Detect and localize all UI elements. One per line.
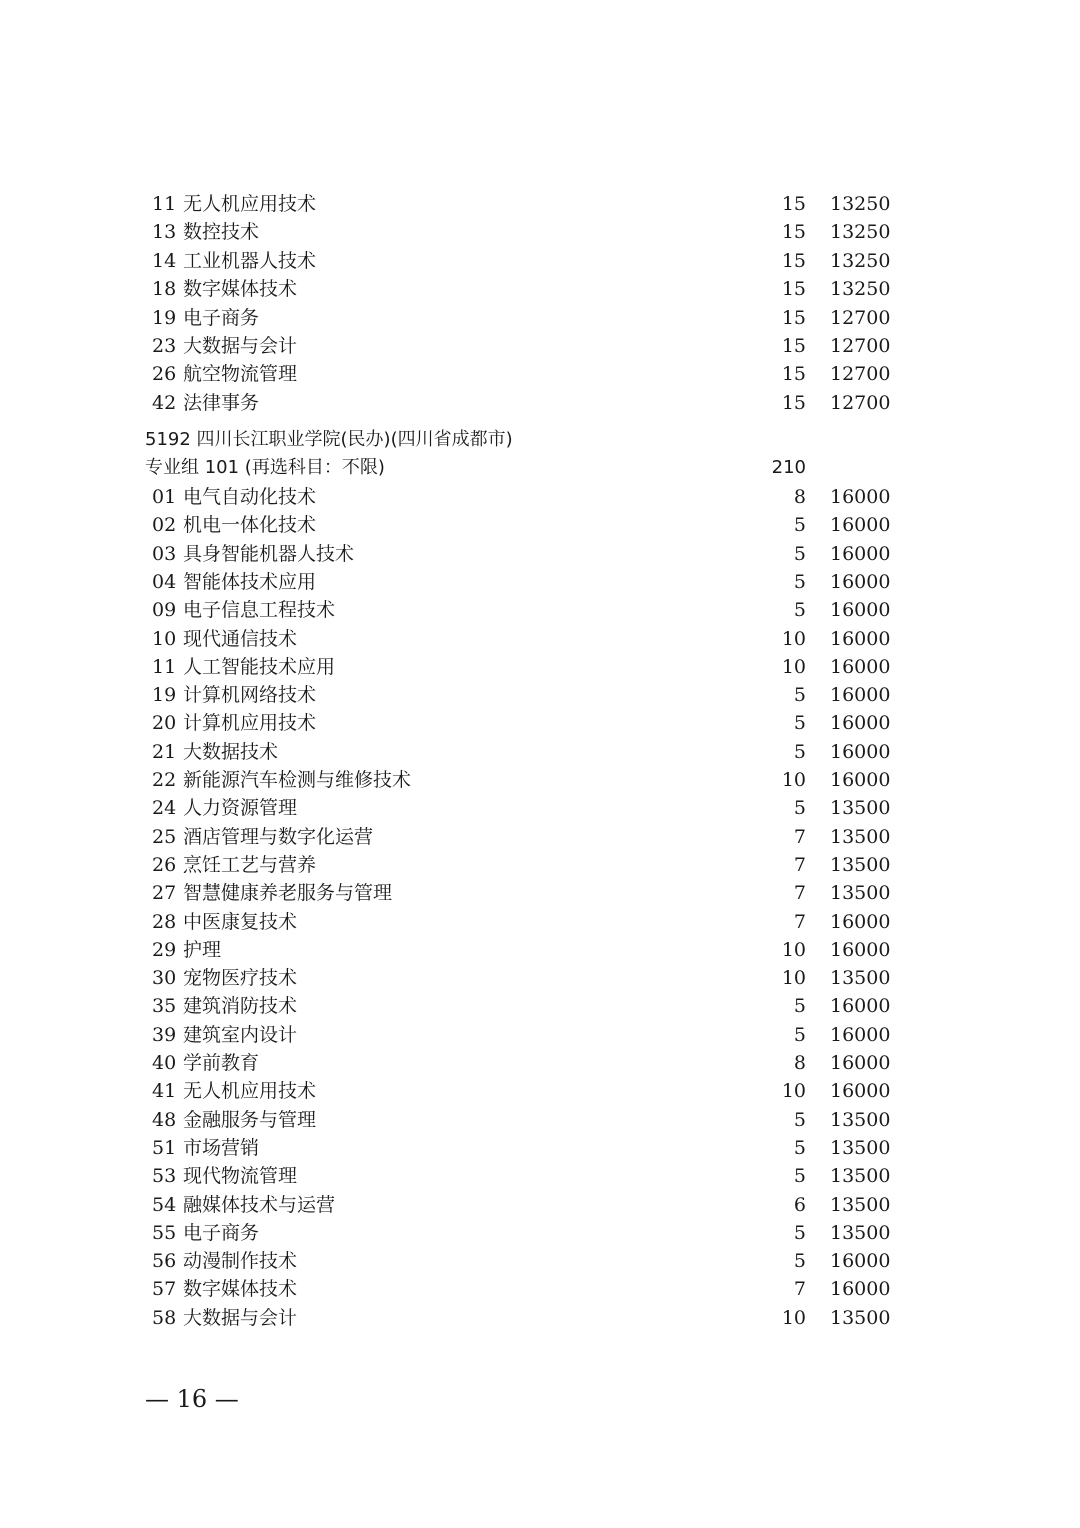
tuition-fee: 12700 — [830, 306, 891, 329]
plan-count: 5 — [793, 1221, 806, 1244]
tuition-fee: 13500 — [830, 797, 891, 820]
plan-count: 7 — [793, 882, 806, 905]
table-row — [0, 1077, 1080, 1105]
tuition-fee: 13500 — [830, 1108, 891, 1131]
plan-count: 5 — [793, 570, 806, 593]
tuition-fee: 16000 — [830, 570, 891, 593]
major-name: 烹饪工艺与营养 — [183, 853, 317, 876]
major-code: 13 — [152, 221, 177, 244]
table-row — [0, 1134, 1080, 1162]
major-name: 人工智能技术应用 — [183, 655, 336, 678]
major-name: 市场营销 — [183, 1136, 260, 1159]
tuition-fee: 13500 — [830, 825, 891, 848]
major-code: 10 — [152, 627, 177, 650]
tuition-fee: 16000 — [830, 1278, 891, 1301]
major-code: 56 — [152, 1250, 177, 1273]
major-name: 机电一体化技术 — [183, 514, 317, 537]
tuition-fee: 16000 — [830, 1250, 891, 1273]
major-name: 酒店管理与数字化运营 — [183, 825, 374, 848]
tuition-fee: 16000 — [830, 514, 891, 537]
table-row — [0, 1304, 1080, 1332]
major-name: 融媒体技术与运营 — [183, 1193, 336, 1216]
tuition-fee: 16000 — [830, 740, 891, 763]
tuition-fee: 16000 — [830, 712, 891, 735]
tuition-fee: 13500 — [830, 1193, 891, 1216]
plan-count: 10 — [781, 1306, 806, 1329]
table-row — [0, 766, 1080, 794]
tuition-fee: 13500 — [830, 967, 891, 990]
major-name: 电子商务 — [183, 306, 260, 329]
major-code: 25 — [152, 825, 177, 848]
tuition-fee: 16000 — [830, 910, 891, 933]
plan-count: 5 — [793, 599, 806, 622]
major-name: 动漫制作技术 — [183, 1250, 298, 1273]
major-name: 金融服务与管理 — [183, 1108, 317, 1131]
tuition-fee: 13250 — [830, 278, 891, 301]
major-code: 54 — [152, 1193, 177, 1216]
major-name: 电子商务 — [183, 1221, 260, 1244]
major-code: 04 — [152, 570, 177, 593]
plan-count: 5 — [793, 542, 806, 565]
table-row — [0, 964, 1080, 992]
table-row — [0, 511, 1080, 539]
plan-count: 7 — [793, 910, 806, 933]
tuition-fee: 16000 — [830, 1080, 891, 1103]
tuition-fee: 12700 — [830, 363, 891, 386]
table-row — [0, 483, 1080, 511]
school-heading: 5192 四川长江职业学院(民办)(四川省成都市) — [145, 429, 513, 450]
major-code: 53 — [152, 1165, 177, 1188]
plan-count: 8 — [793, 486, 806, 508]
plan-count: 10 — [781, 1080, 806, 1103]
major-code: 01 — [152, 486, 177, 508]
major-name: 大数据技术 — [183, 740, 279, 763]
table-row — [0, 738, 1080, 766]
major-code: 20 — [152, 712, 177, 735]
tuition-fee: 13500 — [830, 853, 891, 876]
major-name: 学前教育 — [183, 1052, 260, 1074]
table-row — [0, 360, 1080, 388]
table-row — [0, 1021, 1080, 1049]
major-name: 计算机网络技术 — [183, 684, 317, 707]
major-code: 14 — [152, 249, 177, 272]
table-row — [0, 1191, 1080, 1219]
major-code: 29 — [152, 938, 177, 961]
major-code: 30 — [152, 967, 177, 990]
plan-count: 7 — [793, 1278, 806, 1301]
table-row — [0, 709, 1080, 737]
major-name: 护理 — [183, 938, 222, 961]
plan-count: 15 — [781, 278, 806, 301]
major-name: 数控技术 — [183, 221, 260, 244]
major-name: 数字媒体技术 — [183, 1278, 298, 1301]
major-code: 18 — [152, 278, 177, 301]
plan-count: 15 — [781, 335, 806, 357]
tuition-fee: 13250 — [830, 221, 891, 244]
plan-count: 5 — [793, 684, 806, 707]
plan-count: 10 — [781, 769, 806, 791]
tuition-fee: 13500 — [830, 1165, 891, 1188]
major-code: 55 — [152, 1221, 177, 1244]
major-name: 工业机器人技术 — [183, 249, 317, 272]
tuition-fee: 12700 — [830, 335, 891, 357]
table-row — [0, 332, 1080, 360]
table-row — [0, 275, 1080, 303]
plan-count: 5 — [793, 1136, 806, 1159]
table-row — [0, 681, 1080, 709]
major-name: 无人机应用技术 — [183, 1080, 317, 1103]
table-row — [0, 1162, 1080, 1190]
plan-count: 10 — [781, 938, 806, 961]
tuition-fee: 16000 — [830, 1052, 891, 1074]
group-plan-total: 210 — [771, 457, 806, 478]
table-row — [0, 879, 1080, 907]
tuition-fee: 16000 — [830, 938, 891, 961]
major-name: 法律事务 — [183, 391, 260, 414]
table-row — [0, 568, 1080, 596]
major-name: 大数据与会计 — [183, 1306, 298, 1329]
tuition-fee: 12700 — [830, 391, 891, 414]
plan-count: 15 — [781, 193, 806, 215]
major-name: 具身智能机器人技术 — [183, 542, 355, 565]
major-name: 电子信息工程技术 — [183, 599, 336, 622]
tuition-fee: 16000 — [830, 655, 891, 678]
tuition-fee: 16000 — [830, 599, 891, 622]
plan-count: 5 — [793, 712, 806, 735]
major-code: 26 — [152, 363, 177, 386]
plan-count: 6 — [793, 1193, 806, 1216]
major-code: 19 — [152, 684, 177, 707]
table-row — [0, 794, 1080, 822]
plan-count: 10 — [781, 627, 806, 650]
tuition-fee: 16000 — [830, 769, 891, 791]
table-row — [0, 304, 1080, 332]
plan-count: 15 — [781, 249, 806, 272]
table-row — [0, 653, 1080, 681]
major-code: 11 — [152, 655, 177, 678]
table-row — [0, 1275, 1080, 1303]
major-code: 23 — [152, 335, 177, 357]
table-row — [0, 908, 1080, 936]
plan-count: 5 — [793, 740, 806, 763]
table-row — [0, 625, 1080, 653]
tuition-fee: 13500 — [830, 1221, 891, 1244]
table-row — [0, 247, 1080, 275]
major-name: 建筑室内设计 — [183, 1023, 298, 1046]
tuition-fee: 13500 — [830, 1136, 891, 1159]
table-row — [0, 389, 1080, 417]
tuition-fee: 13250 — [830, 249, 891, 272]
major-code: 21 — [152, 740, 177, 763]
major-name: 智能体技术应用 — [183, 570, 317, 593]
table-row — [0, 190, 1080, 218]
table-row — [0, 851, 1080, 879]
plan-count: 5 — [793, 514, 806, 537]
tuition-fee: 16000 — [830, 542, 891, 565]
table-row — [0, 1219, 1080, 1247]
major-code: 22 — [152, 769, 177, 791]
plan-count: 5 — [793, 995, 806, 1018]
plan-count: 5 — [793, 1250, 806, 1273]
major-name: 现代通信技术 — [183, 627, 298, 650]
major-name: 宠物医疗技术 — [183, 967, 298, 990]
major-name: 电气自动化技术 — [183, 486, 317, 508]
major-code: 57 — [152, 1278, 177, 1301]
major-code: 48 — [152, 1108, 177, 1131]
major-code: 24 — [152, 797, 177, 820]
major-name: 数字媒体技术 — [183, 278, 298, 301]
table-row — [0, 540, 1080, 568]
plan-count: 5 — [793, 1023, 806, 1046]
plan-count: 5 — [793, 797, 806, 820]
table-row — [0, 218, 1080, 246]
plan-count: 15 — [781, 363, 806, 386]
major-code: 11 — [152, 193, 177, 215]
major-code: 40 — [152, 1052, 177, 1074]
major-code: 19 — [152, 306, 177, 329]
major-name: 人力资源管理 — [183, 797, 298, 820]
table-row — [0, 1247, 1080, 1275]
major-code: 58 — [152, 1306, 177, 1329]
plan-count: 15 — [781, 391, 806, 414]
major-code: 42 — [152, 391, 177, 414]
major-name: 航空物流管理 — [183, 363, 298, 386]
group-heading: 专业组 101 (再选科目：不限) — [145, 457, 385, 478]
major-name: 建筑消防技术 — [183, 995, 298, 1018]
table-row — [0, 992, 1080, 1020]
plan-count: 7 — [793, 853, 806, 876]
plan-count: 8 — [793, 1052, 806, 1074]
plan-count: 5 — [793, 1165, 806, 1188]
table-row — [0, 596, 1080, 624]
tuition-fee: 16000 — [830, 1023, 891, 1046]
major-name: 现代物流管理 — [183, 1165, 298, 1188]
major-name: 新能源汽车检测与维修技术 — [183, 769, 412, 791]
tuition-fee: 16000 — [830, 486, 891, 508]
table-row — [0, 1106, 1080, 1134]
major-name: 智慧健康养老服务与管理 — [183, 882, 393, 905]
plan-count: 7 — [793, 825, 806, 848]
tuition-fee: 13250 — [830, 193, 891, 215]
major-name: 大数据与会计 — [183, 335, 298, 357]
major-code: 39 — [152, 1023, 177, 1046]
page-number: — 16 — — [145, 1385, 239, 1413]
major-code: 27 — [152, 882, 177, 905]
tuition-fee: 13500 — [830, 882, 891, 905]
plan-count: 10 — [781, 655, 806, 678]
major-code: 41 — [152, 1080, 177, 1103]
plan-count: 15 — [781, 221, 806, 244]
tuition-fee: 16000 — [830, 627, 891, 650]
plan-count: 15 — [781, 306, 806, 329]
table-row — [0, 1049, 1080, 1077]
major-name: 无人机应用技术 — [183, 193, 317, 215]
tuition-fee: 13500 — [830, 1306, 891, 1329]
major-name: 计算机应用技术 — [183, 712, 317, 735]
major-code: 28 — [152, 910, 177, 933]
major-code: 26 — [152, 853, 177, 876]
tuition-fee: 16000 — [830, 684, 891, 707]
table-row — [0, 823, 1080, 851]
plan-count: 10 — [781, 967, 806, 990]
major-code: 02 — [152, 514, 177, 537]
major-code: 35 — [152, 995, 177, 1018]
table-row — [0, 936, 1080, 964]
plan-count: 5 — [793, 1108, 806, 1131]
major-code: 51 — [152, 1136, 177, 1159]
major-name: 中医康复技术 — [183, 910, 298, 933]
major-code: 03 — [152, 542, 177, 565]
tuition-fee: 16000 — [830, 995, 891, 1018]
major-code: 09 — [152, 599, 177, 622]
